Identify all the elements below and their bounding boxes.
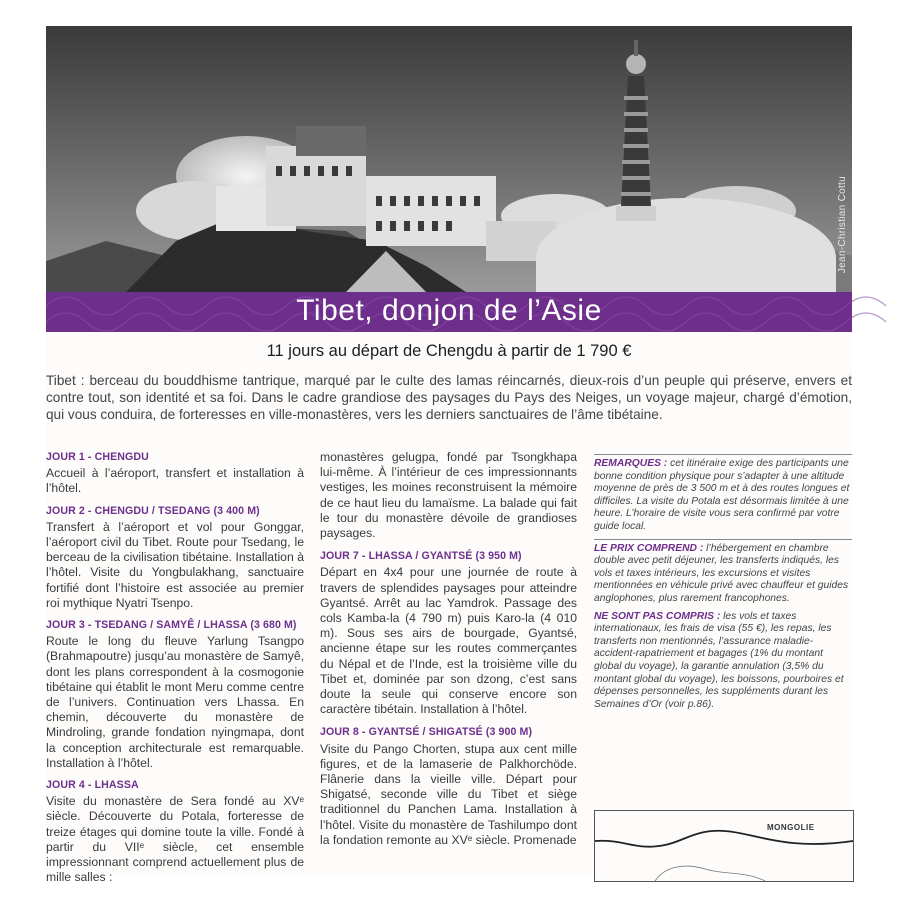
not-included-heading: NE SONT PAS COMPRIS : [594,610,721,622]
day-title: JOUR 8 - GYANTSÉ / SHIGATSÉ (3 900 M) [320,726,533,739]
day-text: Visite du monastère de Sera fondé au XVᵉ siècle. Découverte du Potala, forteresse de treize étages qui domine toute la ville. Fondé à partir du VIIᵉ siècle, cet ensemble impressionnant comprend actuellement plus de mille salles : [46,794,304,885]
day-text: Route le long du fleuve Yarlung Tsangpo (Brahmapoutre) jusqu’au monastère de Samyê, dont les plans correspondent à la cosmogonie tibétaine qui établit le mont Meru comme centre de l’univers. Continuation vers Lhassa. En chemin, découverte du monastère de Mindroling, grande fondation nyingmapa, dont la conception architecturale est remarquable. Installation à l’hôtel. [46,634,304,770]
day-text: Visite du Pango Chorten, stupa aux cent mille figures, et de la lamaserie de Palkhorchöde. Flânerie dans la vieille ville. Départ pour Shigatsé, seconde ville du Tibet et siège traditionnel du Panchen Lama. Installation à l’hôtel. Visite du monastère de Tashilumpo dont la fondation remonte au XVᵉ siècle. Promenade [320,741,577,847]
not-included-text: les vols et taxes internationaux, les frais de visa (55 €), les repas, les transferts non mentionnés, l’assurance maladie-accident-rapatriement et bagages (1% du montant global du voyage), la garantie annulation (3,5% du montant global du voyage), les boissons, pourboires et dépenses personnelles, les suppléments durant les Semaines d’Or (voir p.86). [594,610,844,710]
itinerary-column-2 [320,450,577,848]
day-text: monastères gelugpa, fondé par Tsongkhapa lui-même. À l’intérieur de ces impressionnants vestiges, les moines reconstruisent la mémoire de ce haut lieu du lamaïsme. La balade qui fait le tour du monastère dévoile de grandioses paysages. [320,450,577,541]
trip-subtitle: 11 jours au départ de Chengdu à partir de 1 790 € [266,342,632,360]
remarks-box [594,454,852,534]
photo-credit: Jean-Christian Cottu [837,176,848,274]
price-includes-text: l’hébergement en chambre double avec petit déjeuner, les transferts indiqués, les vols et taxes intérieurs, les excursions et visites mentionnées en véhicule privé avec chauffeur et guides anglophones, plus rarement francophones. [594,542,849,604]
day-title: JOUR 7 - LHASSA / GYANTSÉ (3 950 M) [320,550,522,563]
map-label-mongolia: MONGOLIE [767,823,815,832]
price-includes-heading: LE PRIX COMPREND : [594,542,704,554]
map-outline [595,811,853,881]
day-text: Accueil à l’aéroport, transfert et installation à l’hôtel. [46,466,304,496]
potala-photo [46,26,852,292]
day-title: JOUR 1 - CHENGDU [46,451,149,463]
potala-palace-image [46,26,852,292]
price-includes-box [594,539,852,606]
day-text: Transfert à l’aéroport et vol pour Gonggar, l’aéroport civil du Tibet. Route pour Tsedang, le berceau de la civilisation tibétaine. Installation à l’hôtel. Visite du Yongbulakhang, sanctuaire fortifié dont l’histoire est associée au premier roi mythique Nyatri Tsenpo. [46,519,304,610]
day-title: JOUR 2 - CHENGDU / TSEDANG (3 400 M) [46,504,260,517]
info-column [594,454,852,716]
day-title: JOUR 3 - TSEDANG / SAMYÊ / LHASSA (3 680 M) [46,619,297,632]
brochure-page [46,26,852,885]
remarks-text: cet itinéraire exige des participants une bonne condition physique pour s’adapter à une altitude moyenne de près de 3 500 m et à des routes longues et difficiles. La visite du Potala est désormais limitée à une heure. L’horaire de visite vous sera confirmé par votre guide local. [594,458,850,532]
day-text: Départ en 4x4 pour une journée de route à travers de splendides paysages pour atteindre Gyantsé. Arrêt au lac Yamdrok. Passage des cols Kamba-la (4 790 m) puis Karo-la (4 010 m). Sous ses airs de bourgade, Gyantsé, ancienne étape sur les routes commerçantes du Népal et de l’Inde, est la troisième ville du Tibet et, dominée par son dzong, c’est sans doute la seule qui conserve encore son caractère tibétain. Installation à l’hôtel. [320,565,577,717]
not-included-box [594,611,852,712]
title-banner [46,292,852,332]
day-title: JOUR 4 - LHASSA [46,779,139,792]
itinerary-column-1 [46,450,304,885]
region-map [594,810,854,882]
intro-paragraph: Tibet : berceau du bouddhisme tantrique, marqué par le culte des lamas réincarnés, dieux-rois d’un peuple qui préserve, envers et contre tout, son identité et sa foi. Dans le cadre grandiose des paysages du Pays des Neiges, un voyage majeur, chargé d’émotion, qui vous conduira, de forteresses en ville-monastères, vers les derniers sanctuaires de l’âme tibétaine. [46,373,852,422]
page-title: Tibet, donjon de l’Asie [296,294,602,327]
remarks-heading: REMARQUES : [594,458,668,469]
